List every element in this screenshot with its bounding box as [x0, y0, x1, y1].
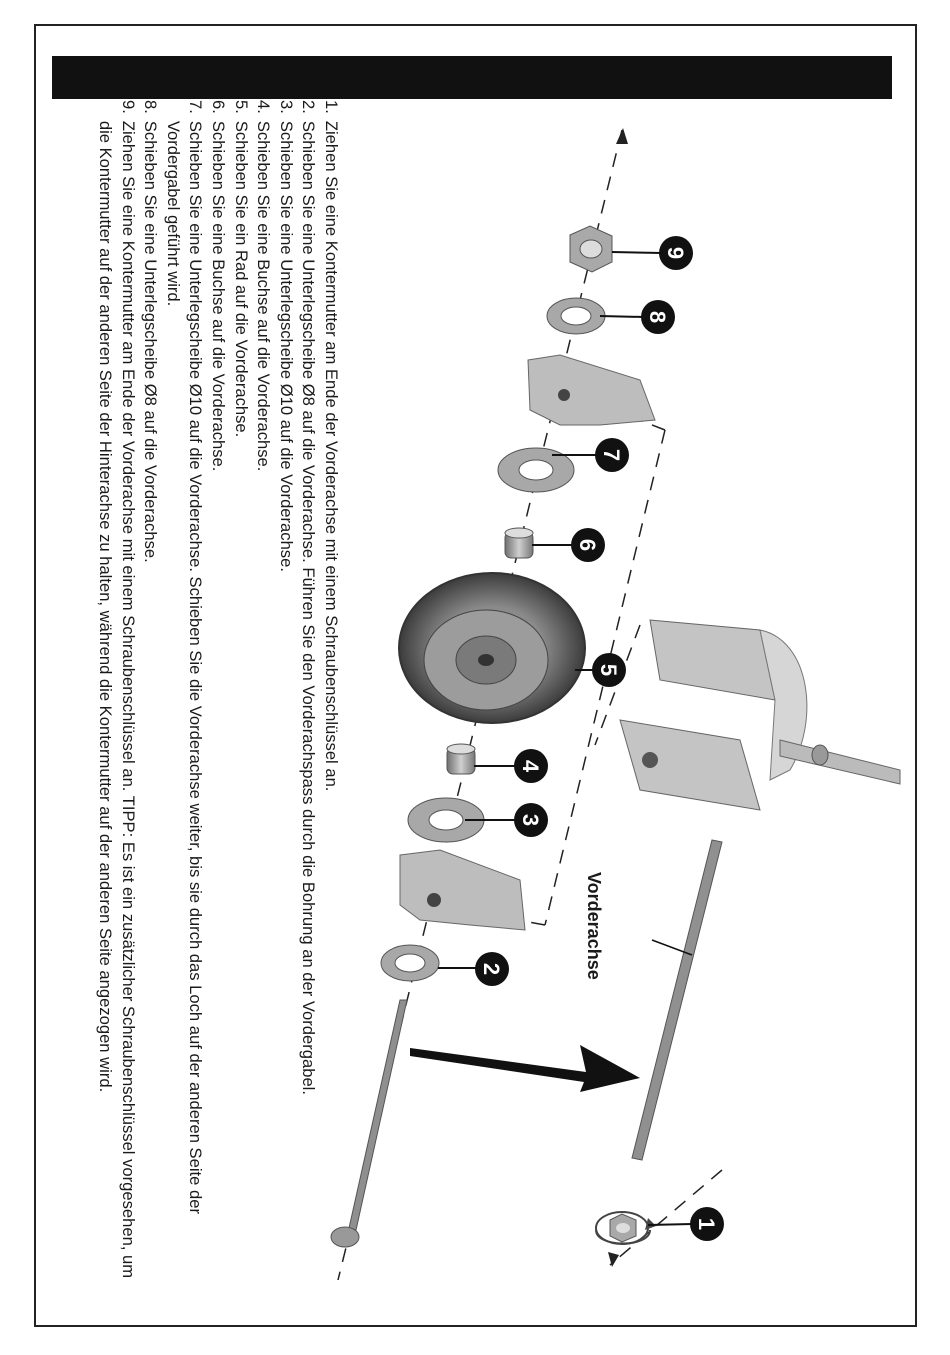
arrow-down-icon: [608, 1252, 619, 1267]
callout-1: [690, 1207, 724, 1241]
step-8-text: Schieben Sie eine Unterlegscheibe Ø8 auf die Vorderachse.: [141, 120, 161, 563]
step-7-text: Schieben Sie eine Unterlegscheibe Ø10 auf die Vorderachse. Schieben Sie die Vorderachse weiter, bis sie durch das Loch auf der anderen Seite der Vordergabel geführt wird.: [163, 120, 206, 1214]
step-1: 1. Ziehen Sie eine Kontermutter am Ende der Vorderachse mit einem Schraubenschlüssel an.: [319, 100, 342, 1300]
step-1-text: Ziehen Sie eine Kontermutter am Ende der Vorderachse mit einem Schraubenschlüssel an.: [322, 120, 341, 792]
callout-6: [571, 528, 605, 562]
locknut-part-9: [570, 226, 612, 272]
fork-right-part: [528, 355, 655, 425]
svg-text:7: 7: [599, 448, 624, 462]
step-2-text: Schieben Sie eine Unterlegscheibe Ø8 auf die Vorderachse. Führen Sie den Vorderachspass durch die Bohrung an der Vordergabel.: [299, 120, 319, 1095]
step-9-text: Ziehen Sie eine Kontermutter am Ende der Vorderachse mit einem Schraubenschlüssel an. TIPP: Es ist ein zusätzlicher Schraubenschlüssel vorgesehen, um die Kontermutter auf der anderen Seite der Hinterachse zu halten, während die Kontermutter auf der anderen Seite angezogen wird.: [96, 120, 138, 1279]
svg-text:2: 2: [479, 962, 504, 976]
callout-4: [514, 749, 548, 783]
step-7: 7. Schieben Sie eine Unterlegscheibe Ø10 auf die Vorderachse. Schieben Sie die Vorderachse weiter, bis sie durch das Loch auf der anderen Seite der Vordergabel geführt wird.: [161, 100, 206, 1300]
callout-5: [592, 653, 626, 687]
step-3-text: Schieben Sie eine Unterlegscheibe Ø10 auf die Vorderachse.: [276, 120, 296, 572]
svg-text:3: 3: [518, 813, 543, 827]
step-4-text: Schieben Sie eine Buchse auf die Vorderachse.: [254, 120, 274, 472]
callout-8: [641, 300, 675, 334]
washer-part-2: [381, 945, 439, 981]
direction-arrow-icon: [410, 1045, 640, 1092]
step-5-text: Schieben Sie ein Rad auf die Vorderachse.: [231, 120, 251, 438]
arrow-up-icon: [616, 128, 628, 144]
bushing-part-4: [447, 744, 475, 774]
step-8: 8. Schieben Sie eine Unterlegscheibe Ø8 auf die Vorderachse.: [139, 100, 162, 1300]
step-3: 3. Schieben Sie eine Unterlegscheibe Ø10 auf die Vorderachse.: [274, 100, 297, 1300]
wheel-part-5: [399, 573, 585, 723]
step-6-text: Schieben Sie eine Buchse auf die Vorderachse.: [209, 120, 229, 472]
callout-9: [659, 236, 693, 270]
callout-2: [475, 952, 509, 986]
step-5: 5. Schieben Sie ein Rad auf die Vorderachse.: [229, 100, 252, 1300]
svg-text:8: 8: [645, 310, 670, 324]
step-4: 4. Schieben Sie eine Buchse auf die Vorderachse.: [252, 100, 275, 1300]
axle-label: Vorderachse: [584, 872, 604, 980]
fork-left-part: [400, 850, 525, 930]
svg-text:4: 4: [518, 759, 543, 773]
step-2: 2. Schieben Sie eine Unterlegscheibe Ø8 auf die Vorderachse. Führen Sie den Vorderachspass durch die Bohrung an der Vordergabel.: [297, 100, 320, 1300]
callout-7: [595, 438, 629, 472]
svg-text:9: 9: [663, 246, 688, 260]
locknut-part-1: [596, 1212, 656, 1244]
svg-text:1: 1: [694, 1217, 719, 1231]
callout-3: [514, 803, 548, 837]
front-fork-assembly: [620, 620, 900, 810]
step-9: 9. Ziehen Sie eine Kontermutter am Ende der Vorderachse mit einem Schraubenschlüssel an. TIPP: Es ist ein zusätzlicher Schraubenschlüssel vorgesehen, um die Kontermutter auf der anderen Seite der Hinterachse zu halten, während die Kontermutter auf der anderen Seite angezogen wird.: [93, 100, 138, 1300]
bushing-part-6: [505, 528, 533, 558]
axle-label-box: [576, 872, 736, 980]
svg-text:6: 6: [575, 538, 600, 552]
axle-exploded-left: [331, 1000, 407, 1247]
svg-text:5: 5: [596, 663, 621, 677]
step-6: 6. Schieben Sie eine Buchse auf die Vorderachse.: [206, 100, 229, 1300]
washer-part-8: [547, 298, 605, 334]
